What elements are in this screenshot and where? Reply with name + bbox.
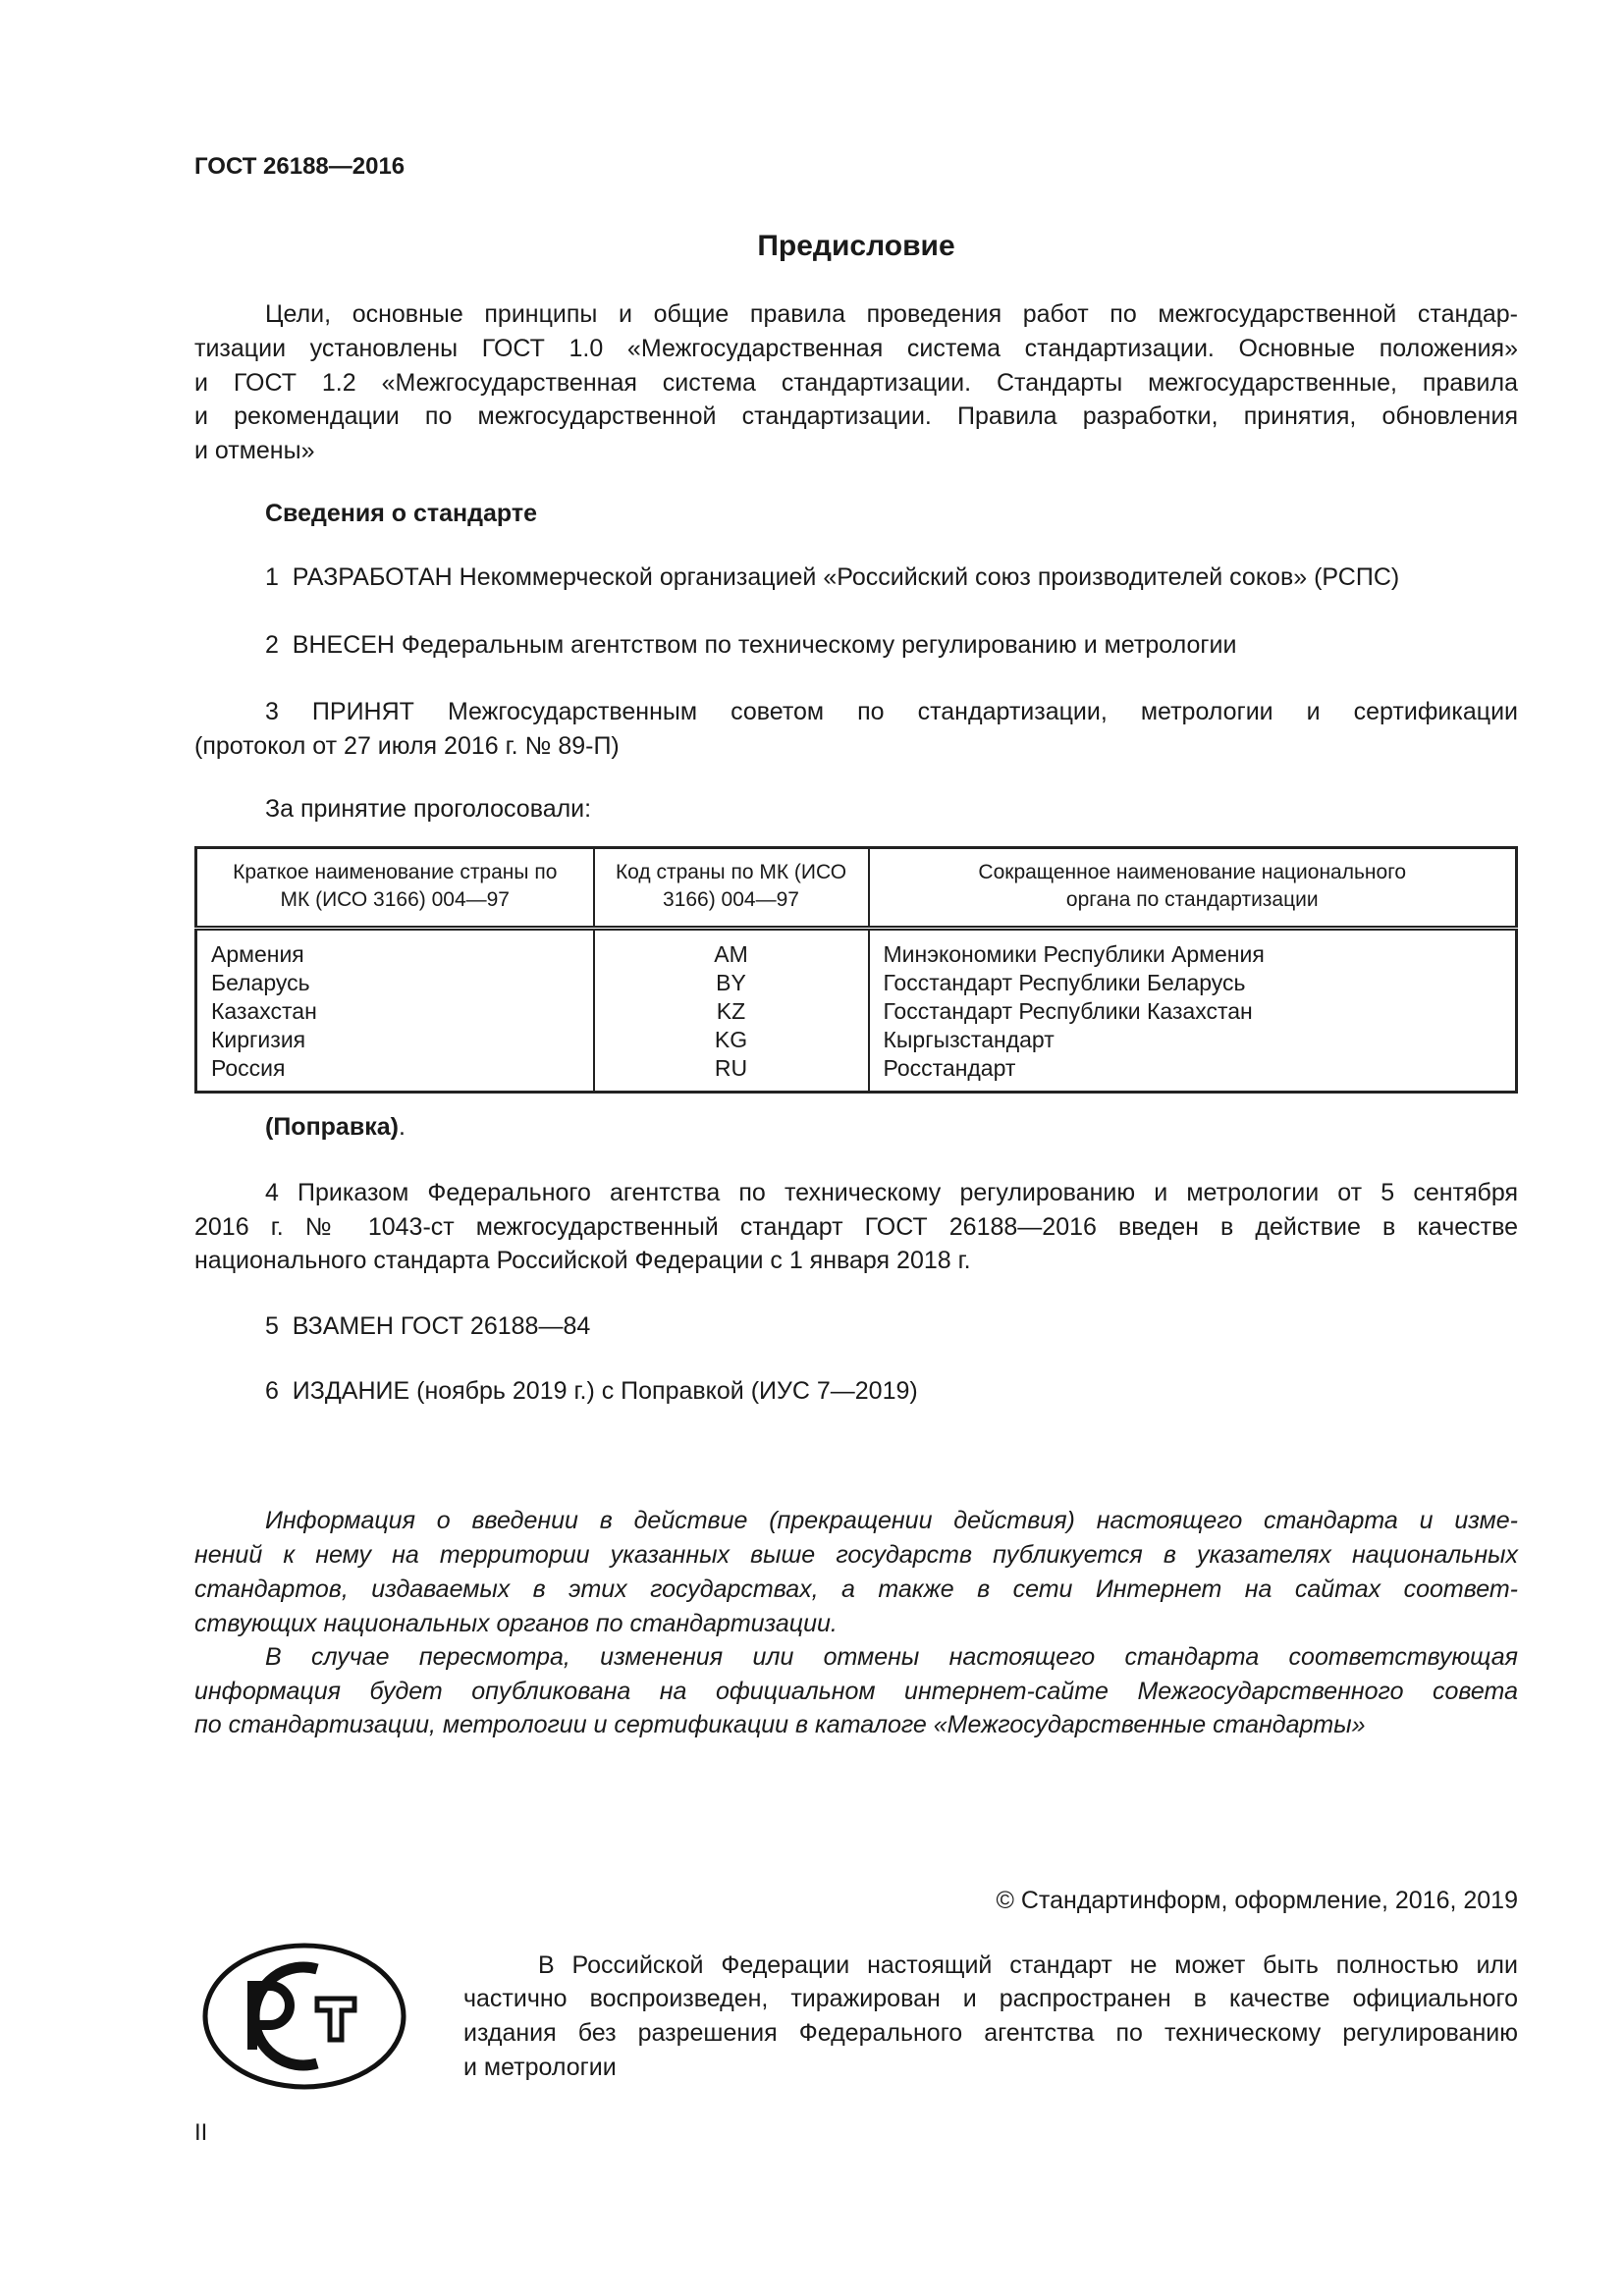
page-title: Предисловие (757, 230, 955, 262)
standards-body: Кыргызстандарт (883, 1027, 1055, 1052)
notice-line: информация будет опубликована на официальном интернет-сайте Межгосударственного совета (194, 1678, 1518, 1705)
copyright: © Стандартинформ, оформление, 2016, 2019 (996, 1887, 1518, 1914)
amendment-note (265, 1110, 1518, 1144)
country: Армения (211, 941, 304, 967)
country-code: AM (714, 941, 748, 967)
notice-line: ствующих национальных органов по стандартизации. (194, 1610, 838, 1637)
standards-body: Госстандарт Республики Казахстан (883, 998, 1253, 1024)
country-code: KZ (716, 998, 746, 1024)
rights-line: частично воспроизведен, тиражирован и распространен в качестве официального (463, 1985, 1518, 2012)
item-3-cont: (протокол от 27 июля 2016 г. № 89-П) (194, 732, 620, 760)
standards-body: Госстандарт Республики Беларусь (883, 970, 1246, 995)
standards-body: Росстандарт (883, 1055, 1016, 1081)
page-number: II (194, 2119, 208, 2146)
country-code: BY (716, 970, 746, 995)
item-5: 5 ВЗАМЕН ГОСТ 26188—84 (265, 1312, 591, 1340)
rights-line: и метрологии (463, 2054, 617, 2081)
document-id: ГОСТ 26188—2016 (194, 153, 406, 180)
item-4: 4 Приказом Федерального агентства по техническому регулированию и метрологии от 5 сентября (265, 1179, 1518, 1206)
rights-line: В Российской Федерации настоящий стандарт не может быть полностью или (538, 1951, 1518, 1979)
col-header-body: Сокращенное наименование национального органа по стандартизации (869, 848, 1517, 929)
notice-line: В случае пересмотра, изменения или отмены настоящего стандарта соответствующая (265, 1643, 1518, 1671)
code-cell (594, 929, 869, 1093)
amendment-dot: . (398, 1113, 406, 1141)
notice-line: Информация о введении в действие (прекращении действия) настоящего стандарта и изме- (265, 1507, 1518, 1534)
item-3: 3 ПРИНЯТ Межгосударственным советом по стандартизации, метрологии и сертификации (265, 698, 1518, 725)
standards-body: Минэкономики Республики Армения (883, 941, 1265, 967)
table-header-row (196, 848, 1517, 929)
item-6: 6 ИЗДАНИЕ (ноябрь 2019 г.) с Поправкой (ИУС 7—2019) (265, 1377, 918, 1405)
country-code: KG (714, 1027, 748, 1052)
rst-logo (201, 1942, 407, 2091)
body-cell (869, 929, 1517, 1093)
col-header-country: Краткое наименование страны по МК (ИСО 3166) 004—97 (196, 848, 594, 929)
col-header-code: Код страны по МК (ИСО 3166) 004—97 (594, 848, 869, 929)
country: Казахстан (211, 998, 317, 1024)
notice-line: по стандартизации, метрологии и сертификации в каталоге «Межгосударственные стандарты» (194, 1711, 1366, 1738)
amendment-label: (Поправка) (265, 1113, 399, 1141)
item-4-cont: национального стандарта Российской Федерации с 1 января 2018 г. (194, 1247, 971, 1274)
intro-line: тизации установлены ГОСТ 1.0 «Межгосударственная система стандартизации. Основные положения» (194, 335, 1518, 362)
item-1: 1 РАЗРАБОТАН Некоммерческой организацией «Российский союз производителей соков» (РСПС) (265, 563, 1400, 591)
info-heading: Сведения о стандарте (265, 500, 538, 527)
voted-label: За принятие проголосовали: (265, 795, 592, 823)
intro-line: и отмены» (194, 437, 315, 464)
country: Беларусь (211, 970, 310, 995)
item-2: 2 ВНЕСЕН Федеральным агентством по техническому регулированию и метрологии (265, 631, 1237, 659)
rights-line: издания без разрешения Федерального агентства по техническому регулированию (463, 2019, 1518, 2047)
intro-line: Цели, основные принципы и общие правила проведения работ по межгосударственной стандар- (265, 300, 1518, 328)
notice-line: стандартов, издаваемых в этих государствах, а также в сети Интернет на сайтах соответ- (194, 1575, 1518, 1603)
intro-line: и рекомендации по межгосударственной стандартизации. Правила разработки, принятия, обновления (194, 402, 1518, 430)
country: Россия (211, 1055, 286, 1081)
country-code: RU (714, 1055, 748, 1081)
country-cell (196, 929, 594, 1093)
notice-line: нений к нему на территории указанных выше государств публикуется в указателях национальных (194, 1541, 1518, 1569)
intro-line: и ГОСТ 1.2 «Межгосударственная система стандартизации. Стандарты межгосударственные, правила (194, 369, 1518, 397)
voting-table (194, 846, 1518, 1094)
country: Киргизия (211, 1027, 306, 1052)
table-row (196, 929, 1517, 1093)
item-4-cont: 2016 г. № 1043-ст межгосударственный стандарт ГОСТ 26188—2016 введен в действие в качестве (194, 1213, 1518, 1241)
